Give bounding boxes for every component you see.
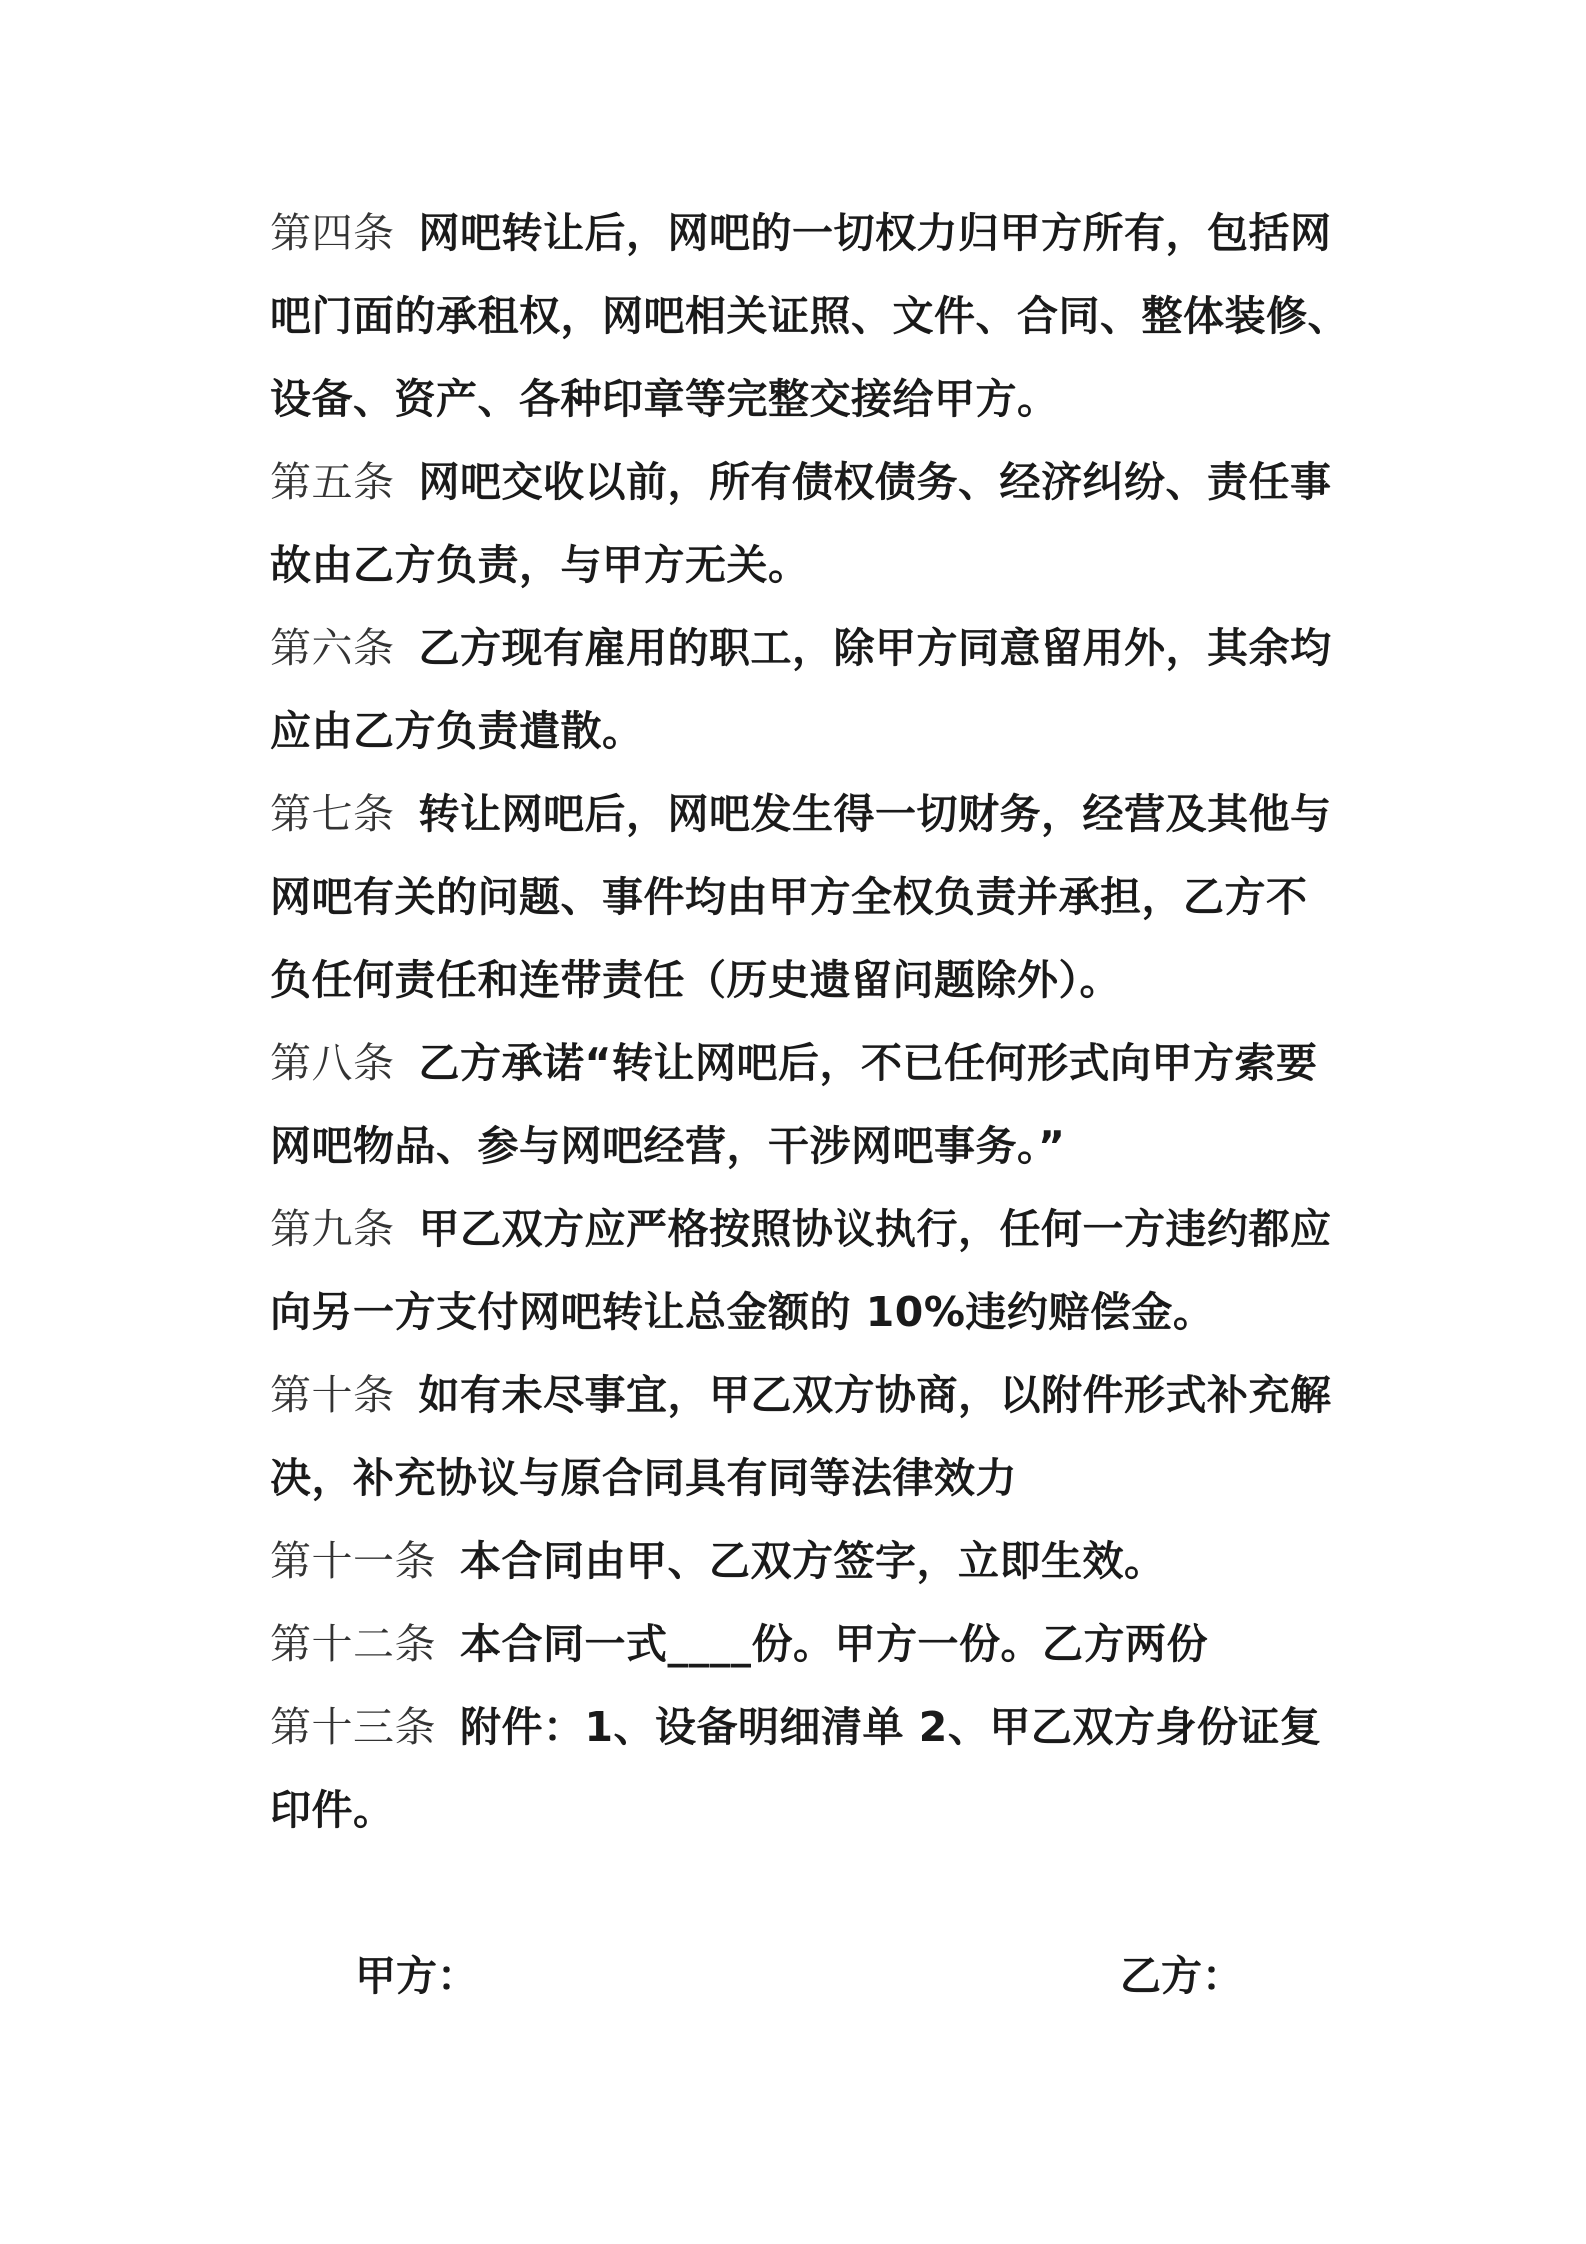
article-text: 乙方现有雇用的职工，除甲方同意留用外，其余均 (418, 624, 1332, 672)
article-number: 第六条 (270, 624, 395, 672)
contract-line (270, 358, 1360, 441)
article-text: 附件：1、设备明细清单 2、甲乙双方身份证复 (460, 1703, 1322, 1751)
party-a-signature-label: 甲方： (355, 1952, 478, 2000)
contract-line (270, 1437, 1360, 1520)
article-number: 第四条 (270, 209, 395, 257)
article-text: 甲乙双方应严格按照协议执行，任何一方违约都应 (418, 1205, 1332, 1253)
contract-line (270, 441, 1360, 524)
contract-line (270, 1686, 1360, 1769)
contract-line (270, 1188, 1360, 1271)
article-number: 第七条 (270, 790, 395, 838)
contract-line (270, 939, 1360, 1022)
article-text: 如有未尽事宜，甲乙双方协商，以附件形式补充解 (418, 1371, 1332, 1419)
contract-line (270, 1354, 1360, 1437)
contract-line (270, 690, 1360, 773)
contract-line (270, 1271, 1360, 1354)
article-text: 应由乙方负责遣散。 (270, 707, 644, 755)
article-number: 第八条 (270, 1039, 395, 1087)
contract-line (270, 192, 1360, 275)
contract-line (270, 607, 1360, 690)
article-text: 网吧有关的问题、事件均由甲方全权负责并承担，乙方不 (270, 873, 1308, 921)
contract-line (270, 1520, 1360, 1603)
party-b-signature-label: 乙方： (1120, 1952, 1243, 2000)
article-text: 网吧转让后，网吧的一切权力归甲方所有，包括网 (418, 209, 1332, 257)
article-number: 第九条 (270, 1205, 395, 1253)
contract-line (270, 1603, 1360, 1686)
contract-line (270, 524, 1360, 607)
article-text: 本合同一式____份。甲方一份。乙方两份 (460, 1620, 1208, 1668)
article-text: 印件。 (270, 1786, 395, 1834)
article-text: 乙方承诺“转让网吧后，不已任何形式向甲方索要 (418, 1039, 1318, 1087)
contract-line (270, 1769, 1360, 1852)
contract-line (270, 856, 1360, 939)
article-text: 决，补充协议与原合同具有同等法律效力 (270, 1454, 1017, 1502)
article-number: 第十一条 (270, 1537, 436, 1585)
contract-line (270, 773, 1360, 856)
article-number: 第十条 (270, 1371, 395, 1419)
article-text: 设备、资产、各种印章等完整交接给甲方。 (270, 375, 1059, 423)
article-number: 第十三条 (270, 1703, 436, 1751)
article-number: 第五条 (270, 458, 395, 506)
article-text: 转让网吧后，网吧发生得一切财务，经营及其他与 (418, 790, 1332, 838)
article-text: 吧门面的承租权，网吧相关证照、文件、合同、整体装修、 (270, 292, 1349, 340)
article-text: 本合同由甲、乙双方签字，立即生效。 (460, 1537, 1166, 1585)
article-text: 网吧交收以前，所有债权债务、经济纠纷、责任事 (418, 458, 1332, 506)
contract-line (270, 275, 1360, 358)
contract-body (270, 192, 1360, 1852)
article-number: 第十二条 (270, 1620, 436, 1668)
article-text: 负任何责任和连带责任（历史遗留问题除外）。 (270, 956, 1121, 1004)
contract-line (270, 1022, 1360, 1105)
article-text: 向另一方支付网吧转让总金额的 10%违约赔偿金。 (270, 1288, 1215, 1336)
contract-line (270, 1105, 1360, 1188)
article-text: 网吧物品、参与网吧经营，干涉网吧事务。” (270, 1122, 1066, 1170)
article-text: 故由乙方负责，与甲方无关。 (270, 541, 810, 589)
